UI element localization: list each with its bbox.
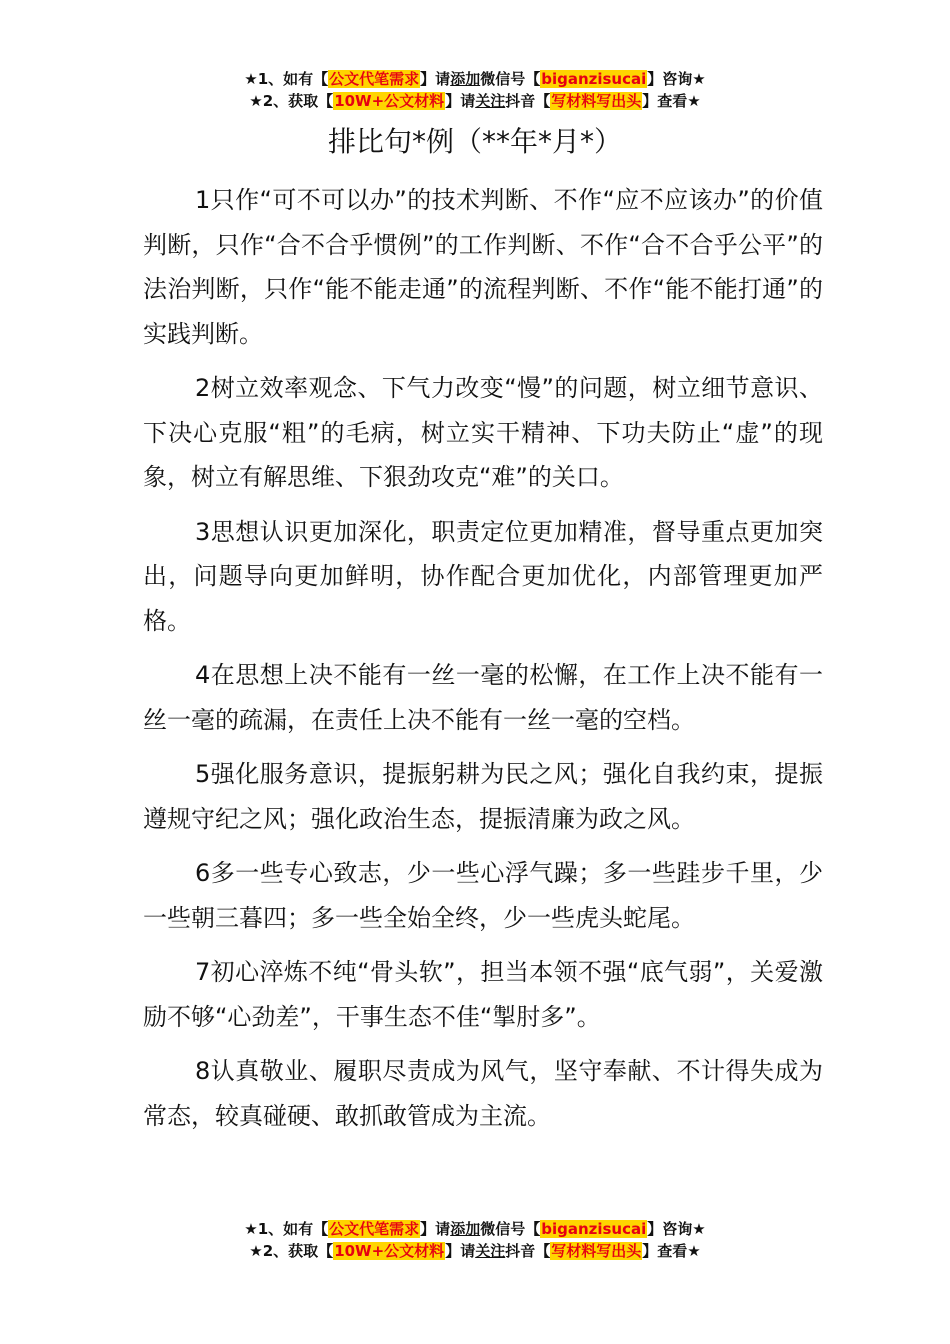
paragraph-6: 6多一些专心致志，少一些心浮气躁；多一些跬步千里，少一些朝三暮四；多一些全始全终，少一些虎头蛇尾。 [143, 859, 823, 932]
highlight-douyin-account: 写材料写出头 [551, 92, 642, 110]
footer-highlight-materials: 10W+公文材料 [334, 1242, 445, 1260]
header-banner [0, 68, 950, 112]
footer-highlight-wechat-id: biganzisucai [541, 1220, 647, 1238]
footer-banner [0, 1218, 950, 1262]
highlight-materials: 10W+公文材料 [334, 92, 445, 110]
paragraph-2: 2树立效率观念、下气力改变“慢”的问题，树立细节意识、下决心克服“粗”的毛病，树立实干精神、下功夫防止“虚”的现象，树立有解思维、下狠劲攻克“难”的关口。 [143, 374, 823, 491]
footer-banner-line-1: ★1、如有【公文代笔需求】请添加微信号【biganzisucai】咨询★ [244, 1220, 706, 1238]
banner-line-1: ★1、如有【公文代笔需求】请添加微信号【biganzisucai】咨询★ [244, 70, 706, 88]
highlight-writing-service: 公文代笔需求 [329, 70, 420, 88]
paragraph-8: 8认真敬业、履职尽责成为风气，坚守奉献、不计得失成为常态，较真碰硬、敢抓敢管成为主流。 [143, 1057, 823, 1130]
footer-banner-line-2: ★2、获取【10W+公文材料】请关注抖音【写材料写出头】查看★ [249, 1242, 701, 1260]
paragraph-5: 5强化服务意识，提振躬耕为民之风；强化自我约束，提振遵规守纪之风；强化政治生态，提振清廉为政之风。 [143, 760, 823, 833]
paragraph-4: 4在思想上决不能有一丝一毫的松懈，在工作上决不能有一丝一毫的疏漏，在责任上决不能有一丝一毫的空档。 [143, 661, 823, 734]
footer-highlight-writing-service: 公文代笔需求 [329, 1220, 420, 1238]
paragraph-7: 7初心淬炼不纯“骨头软”，担当本领不强“底气弱”，关爱激励不够“心劲差”，干事生态不佳“掣肘多”。 [143, 958, 823, 1031]
document-body [143, 178, 823, 1148]
paragraph-3: 3思想认识更加深化，职责定位更加精准，督导重点更加突出，问题导向更加鲜明，协作配合更加优化，内部管理更加严格。 [143, 517, 823, 635]
banner-line-2: ★2、获取【10W+公文材料】请关注抖音【写材料写出头】查看★ [249, 92, 701, 110]
highlight-wechat-id: biganzisucai [541, 70, 647, 88]
paragraph-1: 1只作“可不可以办”的技术判断、不作“应不应该办”的价值判断，只作“合不合乎惯例”的工作判断、不作“合不合乎公平”的法治判断，只作“能不能走通”的流程判断、不作“能不能打通”的实践判断。 [143, 186, 823, 348]
footer-highlight-douyin-account: 写材料写出头 [551, 1242, 642, 1260]
page-title: 排比句*例（**年*月*） [327, 125, 622, 158]
